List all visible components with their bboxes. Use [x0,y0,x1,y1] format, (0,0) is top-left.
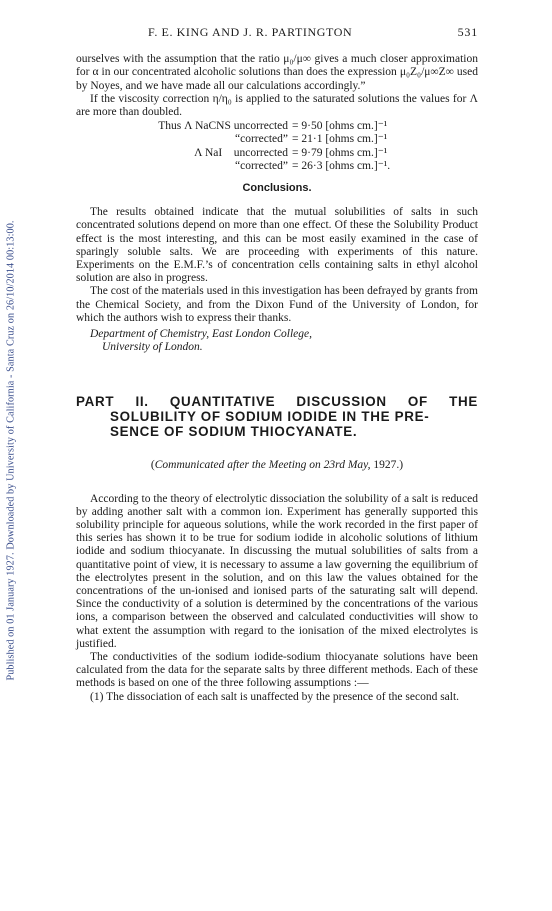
equation-line [76,160,478,173]
part-title-line3: SENCE OF SODIUM THIOCYANATE. [110,424,358,440]
conclusions-heading: Conclusions. [242,181,312,194]
address-line-department: Department of Chemistry, East London College, [90,328,313,340]
paragraph-quote-end: ourselves with the assumption that the ratio μ₀/μ∞ gives a much closer approximation for α in our concentrated alcoholic solutions than does the expression μ₀Z₀/μ∞Z∞ used by Noyes, and we have made all our calculations accordingly.” [76,53,478,92]
equation-line [76,133,478,146]
paragraph-acknowledgement: The cost of the materials used in this investigation has been defrayed by grants from the Chemical Society, and from the Dixon Fund of the University of London, for which the authors wish to express their thanks. [76,285,478,324]
equation-line [76,147,478,160]
communicated-note [76,459,478,472]
communicated-date: 1927.) [370,459,404,472]
title-word: THE [449,394,478,410]
equation-right: = 21·1 [ohms cm.]⁻¹ [292,133,388,146]
paragraph-methods: The conductivities of the sodium iodide-sodium thiocyanate solutions have been calculated from the data for the separate salts by three different methods. Each of these methods is based on one of the three following assumptions :— [76,651,478,690]
title-word: DISCUSSION [296,394,387,410]
page-number: 531 [457,25,478,39]
equation-line [76,120,478,133]
equation-right: = 26·3 [ohms cm.]⁻¹. [292,159,391,172]
equation-block [76,120,478,173]
title-word: OF [407,394,428,410]
download-watermark-text: Published on 01 January 1927. Downloaded by University of California - Santa Cruz on 26/10/2014 00:13:00. [5,219,17,681]
part-title-line1 [76,394,478,409]
title-word: PART [76,394,115,410]
equation-left: Λ NaI uncorrected [194,146,288,159]
part-title-line2: SOLUBILITY OF SODIUM IODIDE IN THE PRE- [110,409,430,425]
running-header-authors: F. E. KING AND J. R. PARTINGTON [148,25,353,39]
communicated-open: ( [150,459,155,472]
author-address [76,328,478,354]
equation-right: = 9·79 [ohms cm.]⁻¹ [292,146,388,159]
communicated-text: Communicated after the Meeting on 23rd May, [154,459,371,472]
part-title [76,394,478,439]
title-word: QUANTITATIVE [169,394,276,410]
equation-left: Thus Λ NaCNS uncorrected [158,120,288,133]
page-content [76,26,478,704]
title-word: II. [135,394,149,410]
equation-left: “corrected” [235,133,288,146]
paragraph-viscosity: If the viscosity correction η/η₀ is applied to the saturated solutions the values for Λ are more than doubled. [76,92,478,119]
equation-right: = 9·50 [ohms cm.]⁻¹ [292,120,388,133]
paragraph-assumption-1: (1) The dissociation of each salt is unaffected by the presence of the second salt. [90,690,460,703]
paragraph-theory: According to the theory of electrolytic dissociation the solubility of a salt is reduced by adding another salt with a common ion. Experiment has generally supported this solubility principle for aqueous solutions, while the work recorded in the first paper of this series has shown it to be true for sodium iodide in alcoholic solutions of lithium iodide and sodium thiocyanate. In discussing the mutual solubilities of salts from a quantitative point of view, it is necessary to assume a law governing the equilibrium of the electrolytes present in the solution, and on this law the values obtained for the concentrations of the un-ionised and ionised parts of the saturating salt will depend. Since the conductivity of a solution is determined by the concentrations of the various ions, a comparison between the observed and calculated conductivities will show to what extent the assumption with regard to the ionisation of the mixed electrolytes is justified. [76,492,478,650]
download-watermark [3,70,19,830]
equation-left: “corrected” [235,159,288,172]
paragraph-conclusions: The results obtained indicate that the mutual solubilities of salts in such concentrated solutions depend on more than one effect. Of these the Solubility Product effect is the most interesting, and this can be most easily examined in the case of sparingly soluble salts. We are proceeding with experiments of this nature. Experiments on the E.M.F.’s of concentration cells containing salts in ethyl alcohol solution are also in progress. [76,206,478,285]
address-line-university: University of London. [102,341,203,354]
running-header [76,26,478,39]
